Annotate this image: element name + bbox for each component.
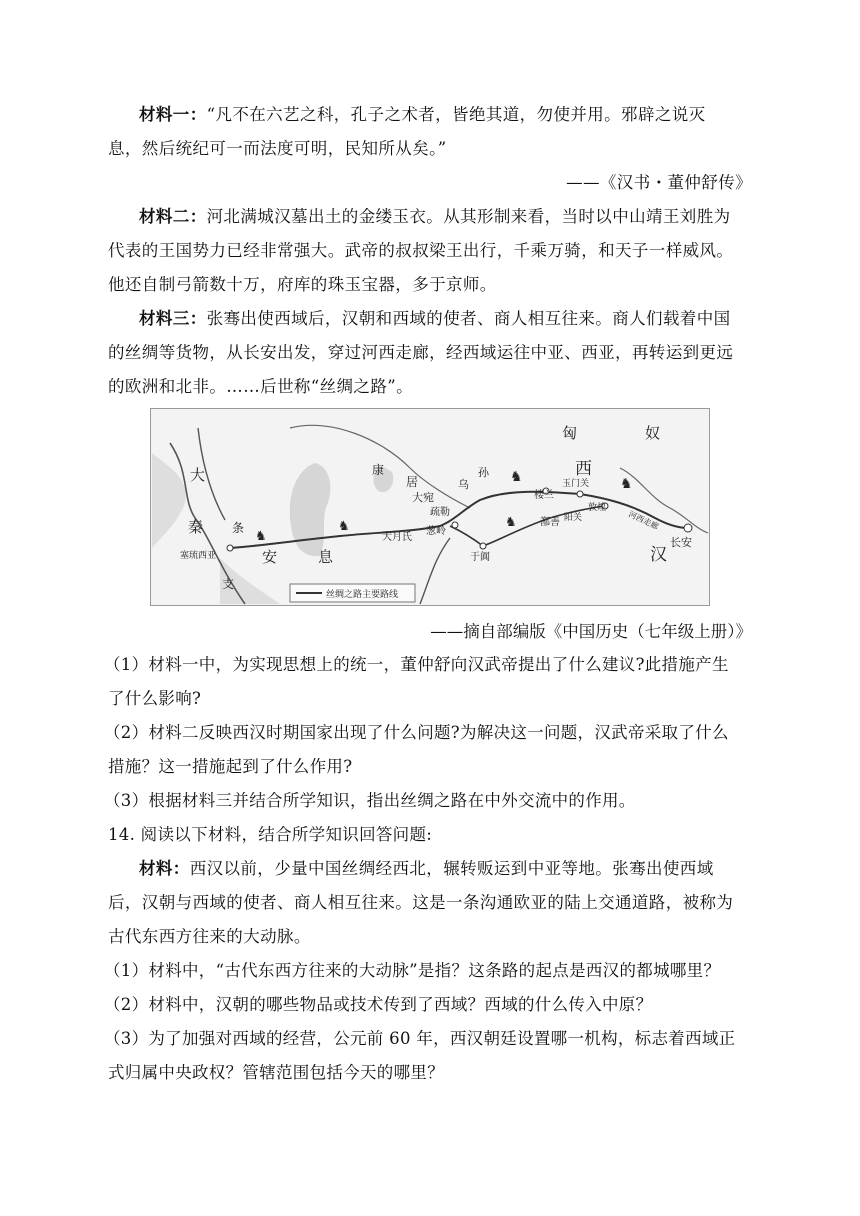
material1-text1: “凡不在六艺之科，孔子之术者，皆绝其道，勿使并用。邪辟之说灭	[206, 105, 706, 124]
label-qin: 秦	[188, 518, 204, 536]
label-shanshan: 鄯善	[540, 517, 560, 528]
q14-material-label: 材料：	[139, 859, 190, 878]
label-ju: 居	[406, 475, 419, 489]
material1-line1	[139, 103, 706, 127]
q14-3-line2: 式归属中央政权？管辖范围包括今天的哪里？	[108, 1063, 444, 1082]
label-anxi1: 安	[262, 548, 278, 566]
marker-kashgar	[452, 522, 458, 528]
label-dayuezhi: 大月氏	[382, 532, 412, 543]
material2-text1: 河北满城汉墓出土的金缕玉衣。从其形制来看，当时以中山靖王刘胜为	[206, 207, 731, 226]
label-tiao: 条	[232, 521, 245, 535]
q14-2: （2）材料中，汉朝的哪些物品或技术传到了西域？西域的什么传入中原？	[104, 995, 653, 1014]
q14-material-line1	[139, 857, 714, 881]
label-xiongnu2: 奴	[645, 424, 661, 442]
label-yumenguan: 玉门关	[562, 479, 590, 489]
label-anxi2: 息	[318, 548, 334, 566]
material3-line1	[139, 307, 731, 331]
label-hexi: 河西走廊	[627, 509, 660, 532]
q13-1-line1: （1）材料一中，为实现思想上的统一，董仲舒向汉武帝提出了什么建议?此措施产生	[104, 655, 729, 674]
q13-2-line1: （2）材料二反映西汉时期国家出现了什么问题?为解决这一问题，汉武帝采取了什么	[104, 723, 729, 742]
camel-icon: ♞	[505, 515, 517, 530]
camel-icon: ♞	[620, 476, 633, 492]
label-xi: 西	[575, 459, 592, 479]
map-caption: ——摘自部编版《中国历史（七年级上册）》	[430, 622, 752, 641]
label-da: 大	[190, 466, 206, 484]
q14-material-text1: 西汉以前，少量中国丝绸经西北，辗转贩运到中亚等地。张骞出使西域	[189, 859, 714, 878]
material2-line3: 他还自制弓箭数十万，府库的珠玉宝器，多于京师。	[108, 275, 497, 294]
silk-road-map	[150, 408, 710, 606]
q14-title: 14. 阅读以下材料，结合所学知识回答问题:	[108, 825, 433, 844]
legend-label: 丝绸之路主要路线	[326, 590, 399, 600]
material1-source: ——《汉书・董仲舒传》	[566, 173, 752, 192]
marker-yumenguan	[577, 491, 583, 497]
marker-seleucia	[227, 545, 233, 551]
marker-changan	[684, 524, 692, 532]
material1-line2: 息，然后统纪可一而法度可明，民知所从矣。”	[108, 139, 447, 158]
q13-3-line1: （3）根据材料三并结合所学知识，指出丝绸之路在中外交流中的作用。	[104, 791, 636, 810]
material3-line2: 的丝绸等货物，从长安出发，穿过河西走廊，经西域运往中亚、西亚，再转运到更远	[108, 343, 734, 362]
camel-icon: ♞	[510, 469, 523, 485]
q14-3-line1: （3）为了加强对西域的经营，公元前 60 年，西汉朝廷设置哪一机构，标志着西域正	[104, 1029, 736, 1048]
material1-label: 材料一：	[139, 105, 207, 124]
label-shule: 疏勒	[430, 507, 450, 518]
material3-label: 材料三：	[139, 309, 207, 328]
q14-material-line3: 古代东西方往来的大动脉。	[108, 927, 311, 946]
q14-1: （1）材料中，“古代东西方往来的大动脉”是指？这条路的起点是西汉的都城哪里？	[104, 961, 721, 980]
label-yangguan: 阳关	[564, 513, 583, 523]
label-dayuan: 大宛	[412, 491, 434, 504]
label-dunhuang: 敦煌	[588, 503, 607, 513]
label-han: 汉	[650, 545, 667, 565]
material2-line2: 代表的王国势力已经非常强大。武帝的叔叔梁王出行，千乘万骑，和天子一样威风。	[108, 241, 734, 260]
q13-1-line2: 了什么影响?	[108, 689, 202, 708]
label-yutian: 于阗	[470, 552, 490, 563]
label-xiongnu1: 匈	[562, 424, 578, 442]
material2-label: 材料二：	[139, 207, 207, 226]
camel-icon: ♞	[255, 529, 267, 544]
camel-icon: ♞	[338, 519, 350, 534]
label-wusun1: 乌	[458, 478, 469, 491]
material3-text1: 张骞出使西域后，汉朝和西域的使者、商人相互往来。商人们载着中国	[206, 309, 731, 328]
q13-2-line2: 措施？这一措施起到了什么作用?	[108, 757, 353, 776]
material3-line3: 的欧洲和北非。……后世称“丝绸之路”。	[108, 377, 413, 396]
label-wusun2: 孙	[478, 466, 489, 479]
marker-khotan	[480, 543, 486, 549]
label-kang: 康	[372, 463, 385, 477]
material2-line1	[139, 205, 731, 229]
label-zhi: 支	[222, 577, 235, 591]
q14-material-line2: 后，汉朝与西域的使者、商人相互往来。这是一条沟通欧亚的陆上交通道路，被称为	[108, 893, 734, 912]
label-changan: 长安	[670, 536, 692, 549]
label-saileixiya: 塞琉西亚	[180, 551, 217, 561]
label-loulan: 楼兰	[534, 490, 554, 501]
label-congling: 葱岭	[426, 526, 446, 537]
